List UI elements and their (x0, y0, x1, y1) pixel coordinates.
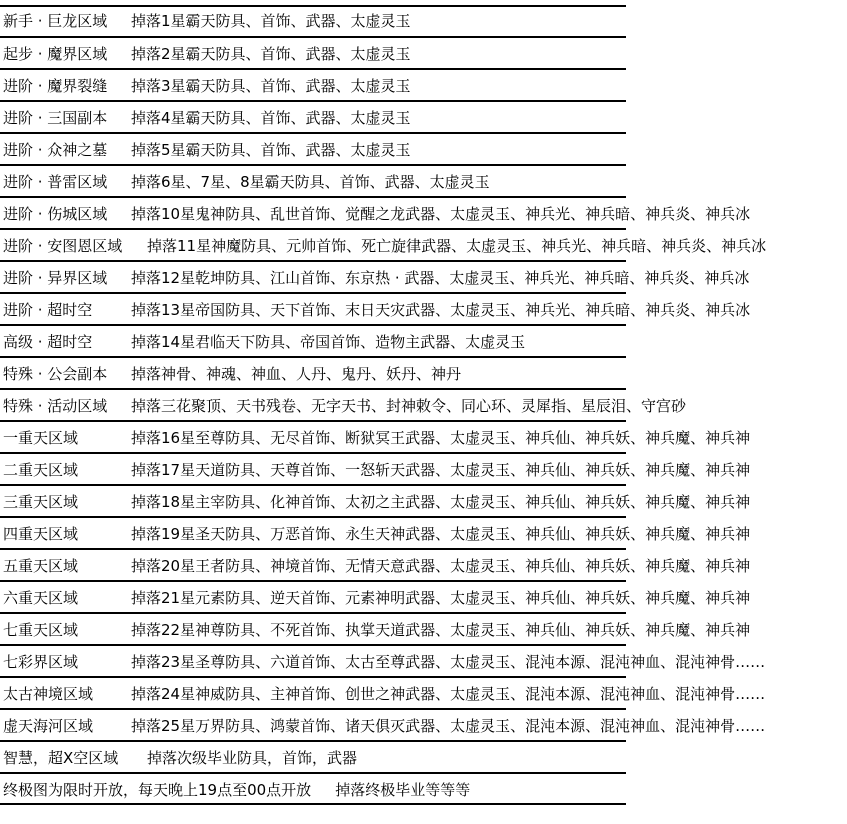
drop-list: 掉落13星帝国防具、天下首饰、末日天灾武器、太虚灵玉、神兵光、神兵暗、神兵炎、神兵冰 (131, 301, 751, 319)
separator (0, 644, 626, 646)
separator (0, 132, 626, 134)
separator (0, 5, 626, 7)
drop-list: 掉落6星、7星、8星霸天防具、首饰、武器、太虚灵玉 (131, 173, 490, 191)
drop-list: 掉落22星神尊防具、不死首饰、执掌天道武器、太虚灵玉、神兵仙、神兵妖、神兵魔、神兵神 (131, 621, 751, 639)
drop-list: 掉落25星万界防具、鸿蒙首饰、诸天俱灭武器、太虚灵玉、混沌本源、混沌神血、混沌神骨…… (131, 717, 766, 735)
separator (0, 388, 626, 390)
area-name: 新手 · 巨龙区域 (3, 12, 108, 30)
drop-list: 掉落24星神威防具、主神首饰、创世之神武器、太虚灵玉、混沌本源、混沌神血、混沌神骨…… (131, 685, 766, 703)
area-name: 起步 · 魔界区域 (3, 45, 108, 63)
separator (0, 708, 626, 710)
separator (0, 516, 626, 518)
area-name: 七彩界区域 (3, 653, 79, 671)
separator (0, 740, 626, 742)
area-name: 七重天区域 (3, 621, 79, 639)
area-name: 六重天区域 (3, 589, 79, 607)
area-name: 终极图为限时开放，每天晚上19点至00点开放 (3, 781, 312, 799)
drop-list: 掉落11星神魔防具、元帅首饰、死亡旋律武器、太虚灵玉、神兵光、神兵暗、神兵炎、神兵冰 (147, 237, 767, 255)
drop-list: 掉落3星霸天防具、首饰、武器、太虚灵玉 (131, 77, 411, 95)
separator (0, 228, 626, 230)
area-name: 进阶 · 伤城区域 (3, 205, 108, 223)
separator (0, 548, 626, 550)
area-name: 太古神境区域 (3, 685, 94, 703)
area-name: 五重天区域 (3, 557, 79, 575)
area-name: 进阶 · 安图恩区域 (3, 237, 123, 255)
separator (0, 292, 626, 294)
separator (0, 612, 626, 614)
separator (0, 772, 626, 774)
separator (0, 580, 626, 582)
drop-list: 掉落20星王者防具、神境首饰、无情天意武器、太虚灵玉、神兵仙、神兵妖、神兵魔、神兵神 (131, 557, 751, 575)
separator (0, 36, 626, 38)
drop-list: 掉落5星霸天防具、首饰、武器、太虚灵玉 (131, 141, 411, 159)
separator (0, 803, 626, 805)
drop-list: 掉落18星主宰防具、化神首饰、太初之主武器、太虚灵玉、神兵仙、神兵妖、神兵魔、神兵神 (131, 493, 751, 511)
area-name: 特殊 · 活动区域 (3, 397, 108, 415)
drop-list: 掉落终极毕业等等等 (335, 781, 471, 799)
separator (0, 356, 626, 358)
drop-list: 掉落16星至尊防具、无尽首饰、断狱冥王武器、太虚灵玉、神兵仙、神兵妖、神兵魔、神兵神 (131, 429, 751, 447)
area-name: 一重天区域 (3, 429, 79, 447)
drop-list: 掉落次级毕业防具，首饰，武器 (147, 749, 358, 767)
area-name: 智慧，超X空区域 (3, 749, 119, 767)
separator (0, 420, 626, 422)
drop-list: 掉落21星元素防具、逆天首饰、元素神明武器、太虚灵玉、神兵仙、神兵妖、神兵魔、神兵神 (131, 589, 751, 607)
separator (0, 452, 626, 454)
drop-list: 掉落14星君临天下防具、帝国首饰、造物主武器、太虚灵玉 (131, 333, 526, 351)
drop-list: 掉落三花聚顶、天书残卷、无字天书、封神敕令、同心环、灵犀指、星辰泪、守宫砂 (131, 397, 687, 415)
area-name: 进阶 · 众神之墓 (3, 141, 108, 159)
area-name: 进阶 · 三国副本 (3, 109, 108, 127)
separator (0, 484, 626, 486)
area-name: 进阶 · 异界区域 (3, 269, 108, 287)
area-name: 进阶 · 普雷区域 (3, 173, 108, 191)
drop-list: 掉落12星乾坤防具、江山首饰、东京热 · 武器、太虚灵玉、神兵光、神兵暗、神兵炎、神兵冰 (131, 269, 750, 287)
separator (0, 164, 626, 166)
area-name: 虚天海河区域 (3, 717, 94, 735)
area-name: 特殊 · 公会副本 (3, 365, 108, 383)
area-name: 进阶 · 超时空 (3, 301, 93, 319)
area-name: 进阶 · 魔界裂缝 (3, 77, 108, 95)
drop-list: 掉落10星鬼神防具、乱世首饰、觉醒之龙武器、太虚灵玉、神兵光、神兵暗、神兵炎、神兵冰 (131, 205, 751, 223)
separator (0, 68, 626, 70)
area-name: 三重天区域 (3, 493, 79, 511)
drop-list: 掉落4星霸天防具、首饰、武器、太虚灵玉 (131, 109, 411, 127)
drop-list: 掉落17星天道防具、天尊首饰、一怒斩天武器、太虚灵玉、神兵仙、神兵妖、神兵魔、神兵神 (131, 461, 751, 479)
area-name: 高级 · 超时空 (3, 333, 93, 351)
area-name: 二重天区域 (3, 461, 79, 479)
drop-list: 掉落1星霸天防具、首饰、武器、太虚灵玉 (131, 12, 411, 30)
separator (0, 676, 626, 678)
drop-list: 掉落19星圣天防具、万恶首饰、永生天神武器、太虚灵玉、神兵仙、神兵妖、神兵魔、神兵神 (131, 525, 751, 543)
drop-list: 掉落神骨、神魂、神血、人丹、鬼丹、妖丹、神丹 (131, 365, 462, 383)
drop-list: 掉落23星圣尊防具、六道首饰、太古至尊武器、太虚灵玉、混沌本源、混沌神血、混沌神骨…… (131, 653, 766, 671)
table-row (0, 779, 470, 801)
separator (0, 260, 626, 262)
separator (0, 196, 626, 198)
area-name: 四重天区域 (3, 525, 79, 543)
separator (0, 324, 626, 326)
drop-list: 掉落2星霸天防具、首饰、武器、太虚灵玉 (131, 45, 411, 63)
separator (0, 100, 626, 102)
